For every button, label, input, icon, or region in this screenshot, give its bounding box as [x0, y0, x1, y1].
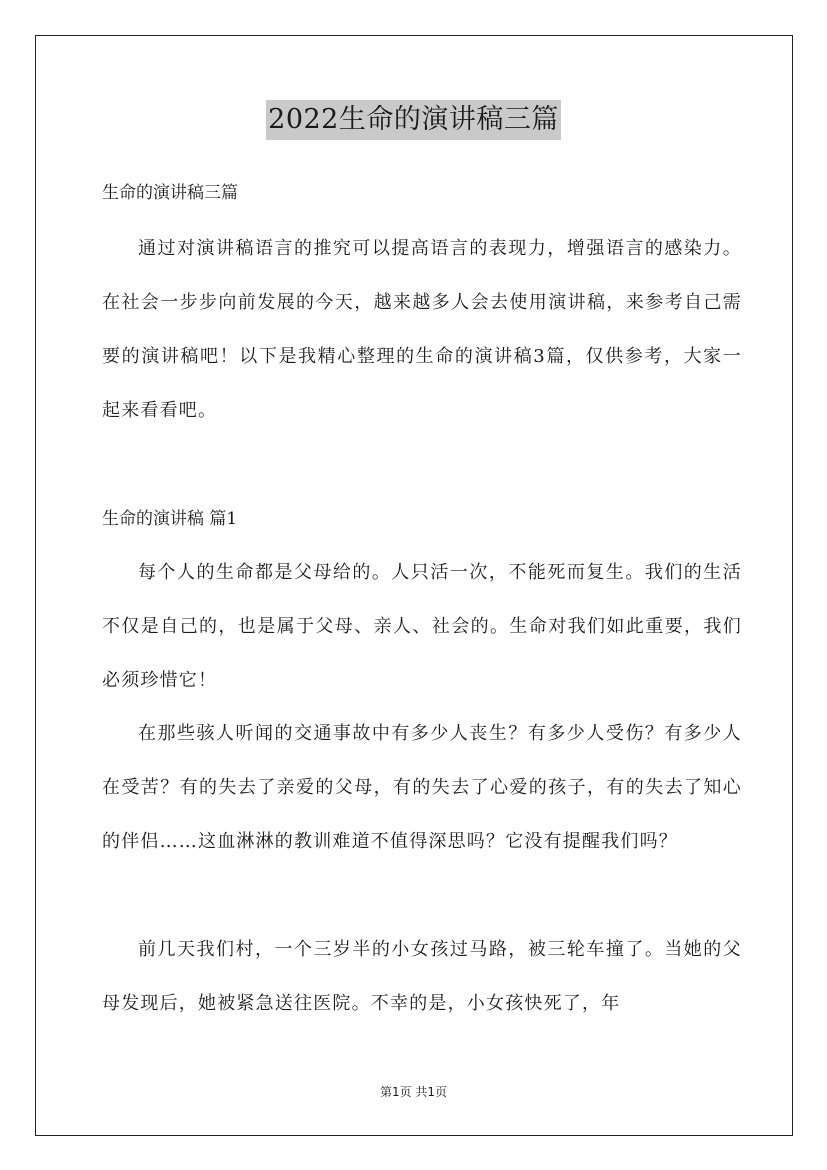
intro-paragraph: 通过对演讲稿语言的推究可以提高语言的表现力，增强语言的感染力。在社会一步步向前发展的今天，越来越多人会去使用演讲稿，来参考自己需要的演讲稿吧！以下是我精心整理的生命的演讲稿3篇，仅供参考，大家一起来看看吧。 — [102, 238, 742, 421]
body-paragraph-3: 前几天我们村，一个三岁半的小女孩过马路，被三轮车撞了。当她的父母发现后，她被紧急送往医院。不幸的是，小女孩快死了，年 — [102, 939, 742, 1014]
title-container — [0, 100, 827, 140]
page-footer: 第1页 共1页 — [379, 1085, 448, 1099]
body-paragraph-1: 每个人的生命都是父母给的。人只活一次，不能死而复生。我们的生活不仅是自己的，也是属于父母、亲人、社会的。生命对我们如此重要，我们必须珍惜它！ — [102, 562, 742, 691]
document-title: 2022生命的演讲稿三篇 — [266, 100, 561, 140]
document-subtitle: 生命的演讲稿三篇 — [102, 183, 238, 203]
body-paragraph-2: 在那些骇人听闻的交通事故中有多少人丧生？有多少人受伤？有多少人在受苦？有的失去了亲爱的父母，有的失去了心爱的孩子，有的失去了知心的伴侣……这血淋淋的教训难道不值得深思吗？它没有提醒我们吗？ — [102, 723, 742, 852]
section-heading: 生命的演讲稿 篇1 — [102, 509, 238, 529]
